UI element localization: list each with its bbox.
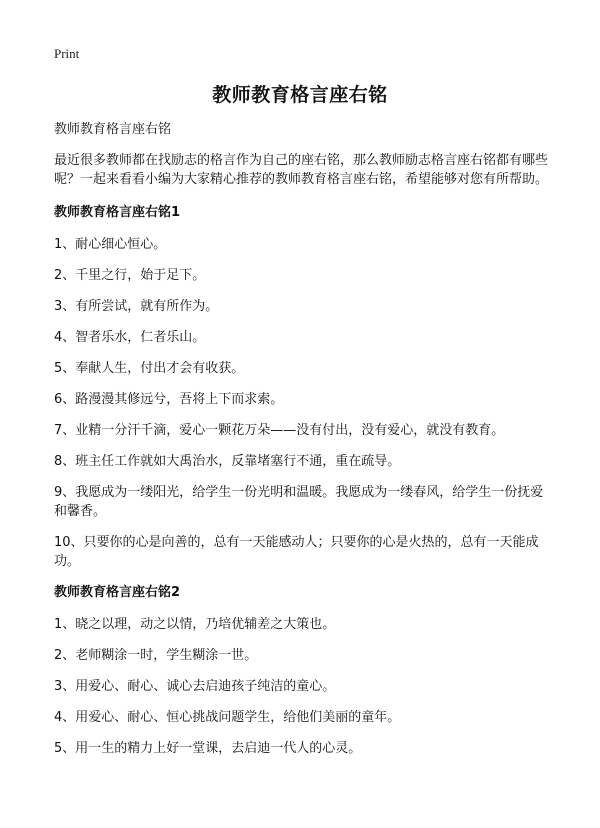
motto-item: 5、用一生的精力上好一堂课，去启迪一代人的心灵。	[54, 741, 362, 756]
intro-paragraph: 最近很多教师都在找励志的格言作为自己的座右铭，那么教师励志格言座右铭都有哪些呢？一起来看看小编为大家精心推荐的教师教育格言座右铭，希望能够对您有所帮助。	[54, 153, 549, 187]
motto-item: 6、路漫漫其修远兮，吾将上下而求索。	[54, 392, 284, 407]
section-heading-1: 教师教育格言座右铭1	[54, 205, 181, 220]
motto-item: 7、业精一分汗千滴，爱心一颗花万朵——没有付出，没有爱心，就没有教育。	[54, 423, 505, 438]
page-title: 教师教育格言座右铭	[212, 84, 388, 106]
document-content	[54, 120, 552, 770]
print-link[interactable]: Print	[54, 46, 80, 61]
motto-item: 2、千里之行，始于足下。	[54, 268, 206, 283]
motto-item: 10、只要你的心是向善的，总有一天能感动人；只要你的心是火热的，总有一天能成功。	[54, 535, 539, 569]
motto-item: 8、班主任工作就如大禹治水，反靠堵塞行不通，重在疏导。	[54, 454, 401, 469]
motto-item: 1、耐心细心恒心。	[54, 237, 167, 252]
motto-item: 2、老师糊涂一时，学生糊涂一世。	[54, 648, 258, 663]
motto-item: 3、用爱心、耐心、诚心去启迪孩子纯洁的童心。	[54, 679, 336, 694]
motto-item: 5、奉献人生，付出才会有收获。	[54, 361, 245, 376]
motto-item: 4、用爱心、耐心、恒心挑战问题学生，给他们美丽的童年。	[54, 710, 401, 725]
motto-item: 3、有所尝试，就有所作为。	[54, 299, 219, 314]
motto-item: 9、我愿成为一缕阳光，给学生一份光明和温暖。我愿成为一缕春风，给学生一份抚爱和馨香。	[54, 485, 544, 519]
document-subtitle: 教师教育格言座右铭	[54, 122, 172, 137]
section-heading-2: 教师教育格言座右铭2	[54, 585, 181, 600]
motto-item: 4、智者乐水，仁者乐山。	[54, 330, 206, 345]
motto-item: 1、晓之以理，动之以情，乃培优辅差之大策也。	[54, 617, 336, 632]
